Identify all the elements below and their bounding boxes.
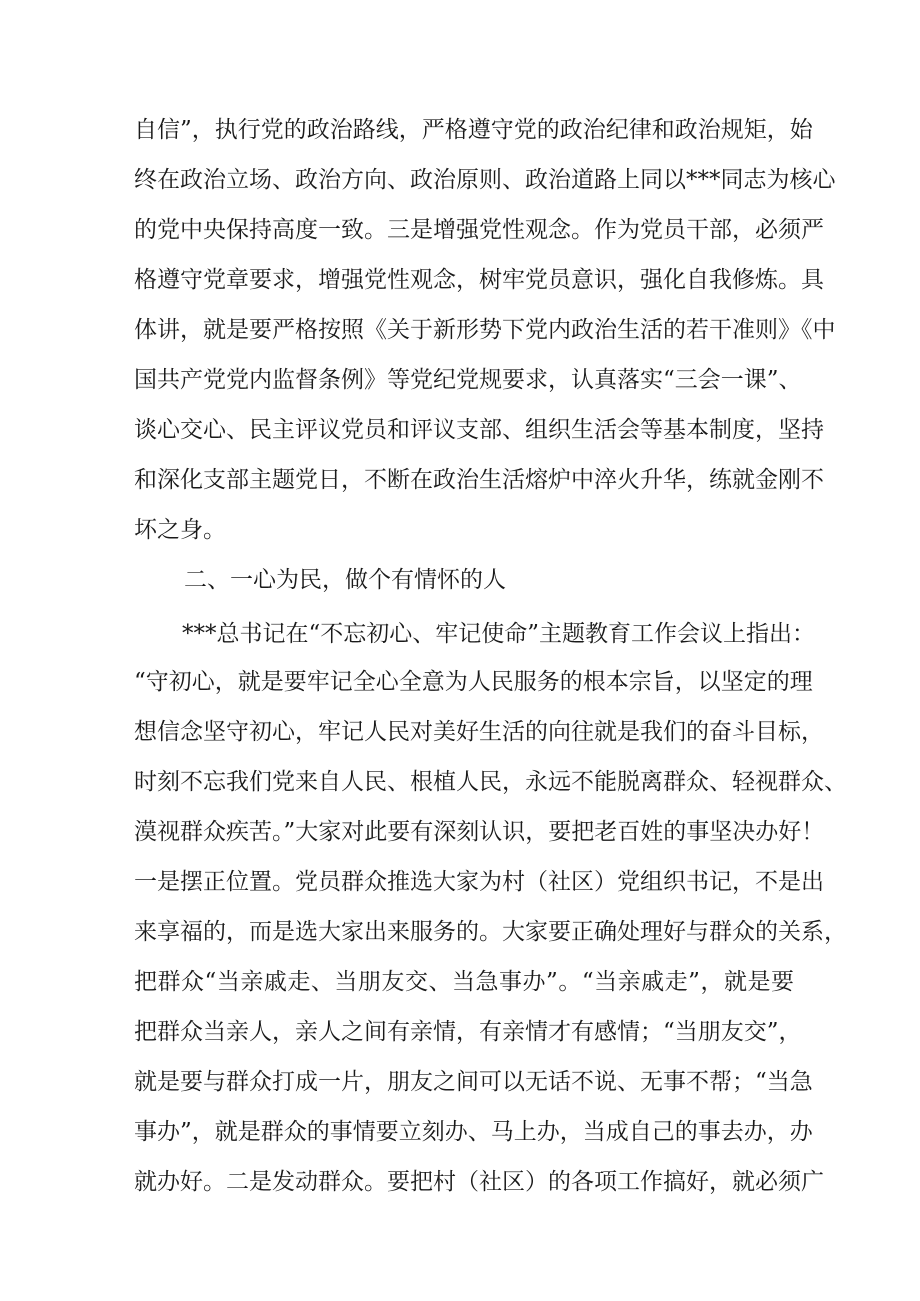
text-line: 漠视群众疾苦。”大家对此要有深刻认识，要把老百姓的事坚决办好！ — [134, 819, 825, 845]
text-line: 就是要与群众打成一片，朋友之间可以无话不说、无事不帮；“当急 — [134, 1069, 813, 1095]
text-line: 时刻不忘我们党来自人民、根植人民，永远不能脱离群众、轻视群众、 — [134, 769, 847, 795]
section-heading: 二、一心为民，做个有情怀的人 — [184, 567, 506, 593]
text-line: 谈心交心、民主评议党员和评议支部、组织生活会等基本制度，坚持 — [134, 417, 824, 443]
text-line: 来享福的，而是选大家出来服务的。大家要正确处理好与群众的关系， — [134, 919, 847, 945]
text-line: 想信念坚守初心，牢记人民对美好生活的向往就是我们的奋斗目标， — [134, 719, 824, 745]
text-line: 把群众当亲人，亲人之间有亲情，有亲情才有感情；“当朋友交”， — [134, 1019, 802, 1045]
text-line: “守初心，就是要牢记全心全意为人民服务的根本宗旨，以坚定的理 — [134, 669, 813, 695]
text-line: ***总书记在“不忘初心、牢记使命”主题教育工作会议上指出： — [182, 621, 816, 647]
text-line: 就办好。二是发动群众。要把村（社区）的各项工作搞好，就必须广 — [134, 1169, 824, 1195]
text-line: 自信”，执行党的政治路线，严格遵守党的政治纪律和政治规矩，始 — [134, 117, 813, 143]
text-line: 坏之身。 — [134, 517, 226, 543]
text-line: 和深化支部主题党日，不断在政治生活熔炉中淬火升华，练就金刚不 — [134, 467, 824, 493]
text-line: 一是摆正位置。党员群众推选大家为村（社区）党组织书记，不是出 — [134, 869, 824, 895]
text-line: 的党中央保持高度一致。三是增强党性观念。作为党员干部，必须严 — [134, 217, 824, 243]
text-line: 体讲，就是要严格按照《关于新形势下党内政治生活的若干准则》《中 — [134, 317, 836, 343]
text-line: 终在政治立场、政治方向、政治原则、政治道路上同以***同志为核心 — [134, 167, 836, 193]
text-line: 事办”，就是群众的事情要立刻办、马上办，当成自己的事去办，办 — [134, 1119, 813, 1145]
text-line: 格遵守党章要求，增强党性观念，树牢党员意识，强化自我修炼。具 — [134, 267, 824, 293]
text-line: 国共产党党内监督条例》等党纪党规要求，认真落实“三会一课”、 — [134, 367, 802, 393]
text-line: 把群众“当亲戚走、当朋友交、当急事办”。“当亲戚走”，就是要 — [134, 969, 794, 995]
